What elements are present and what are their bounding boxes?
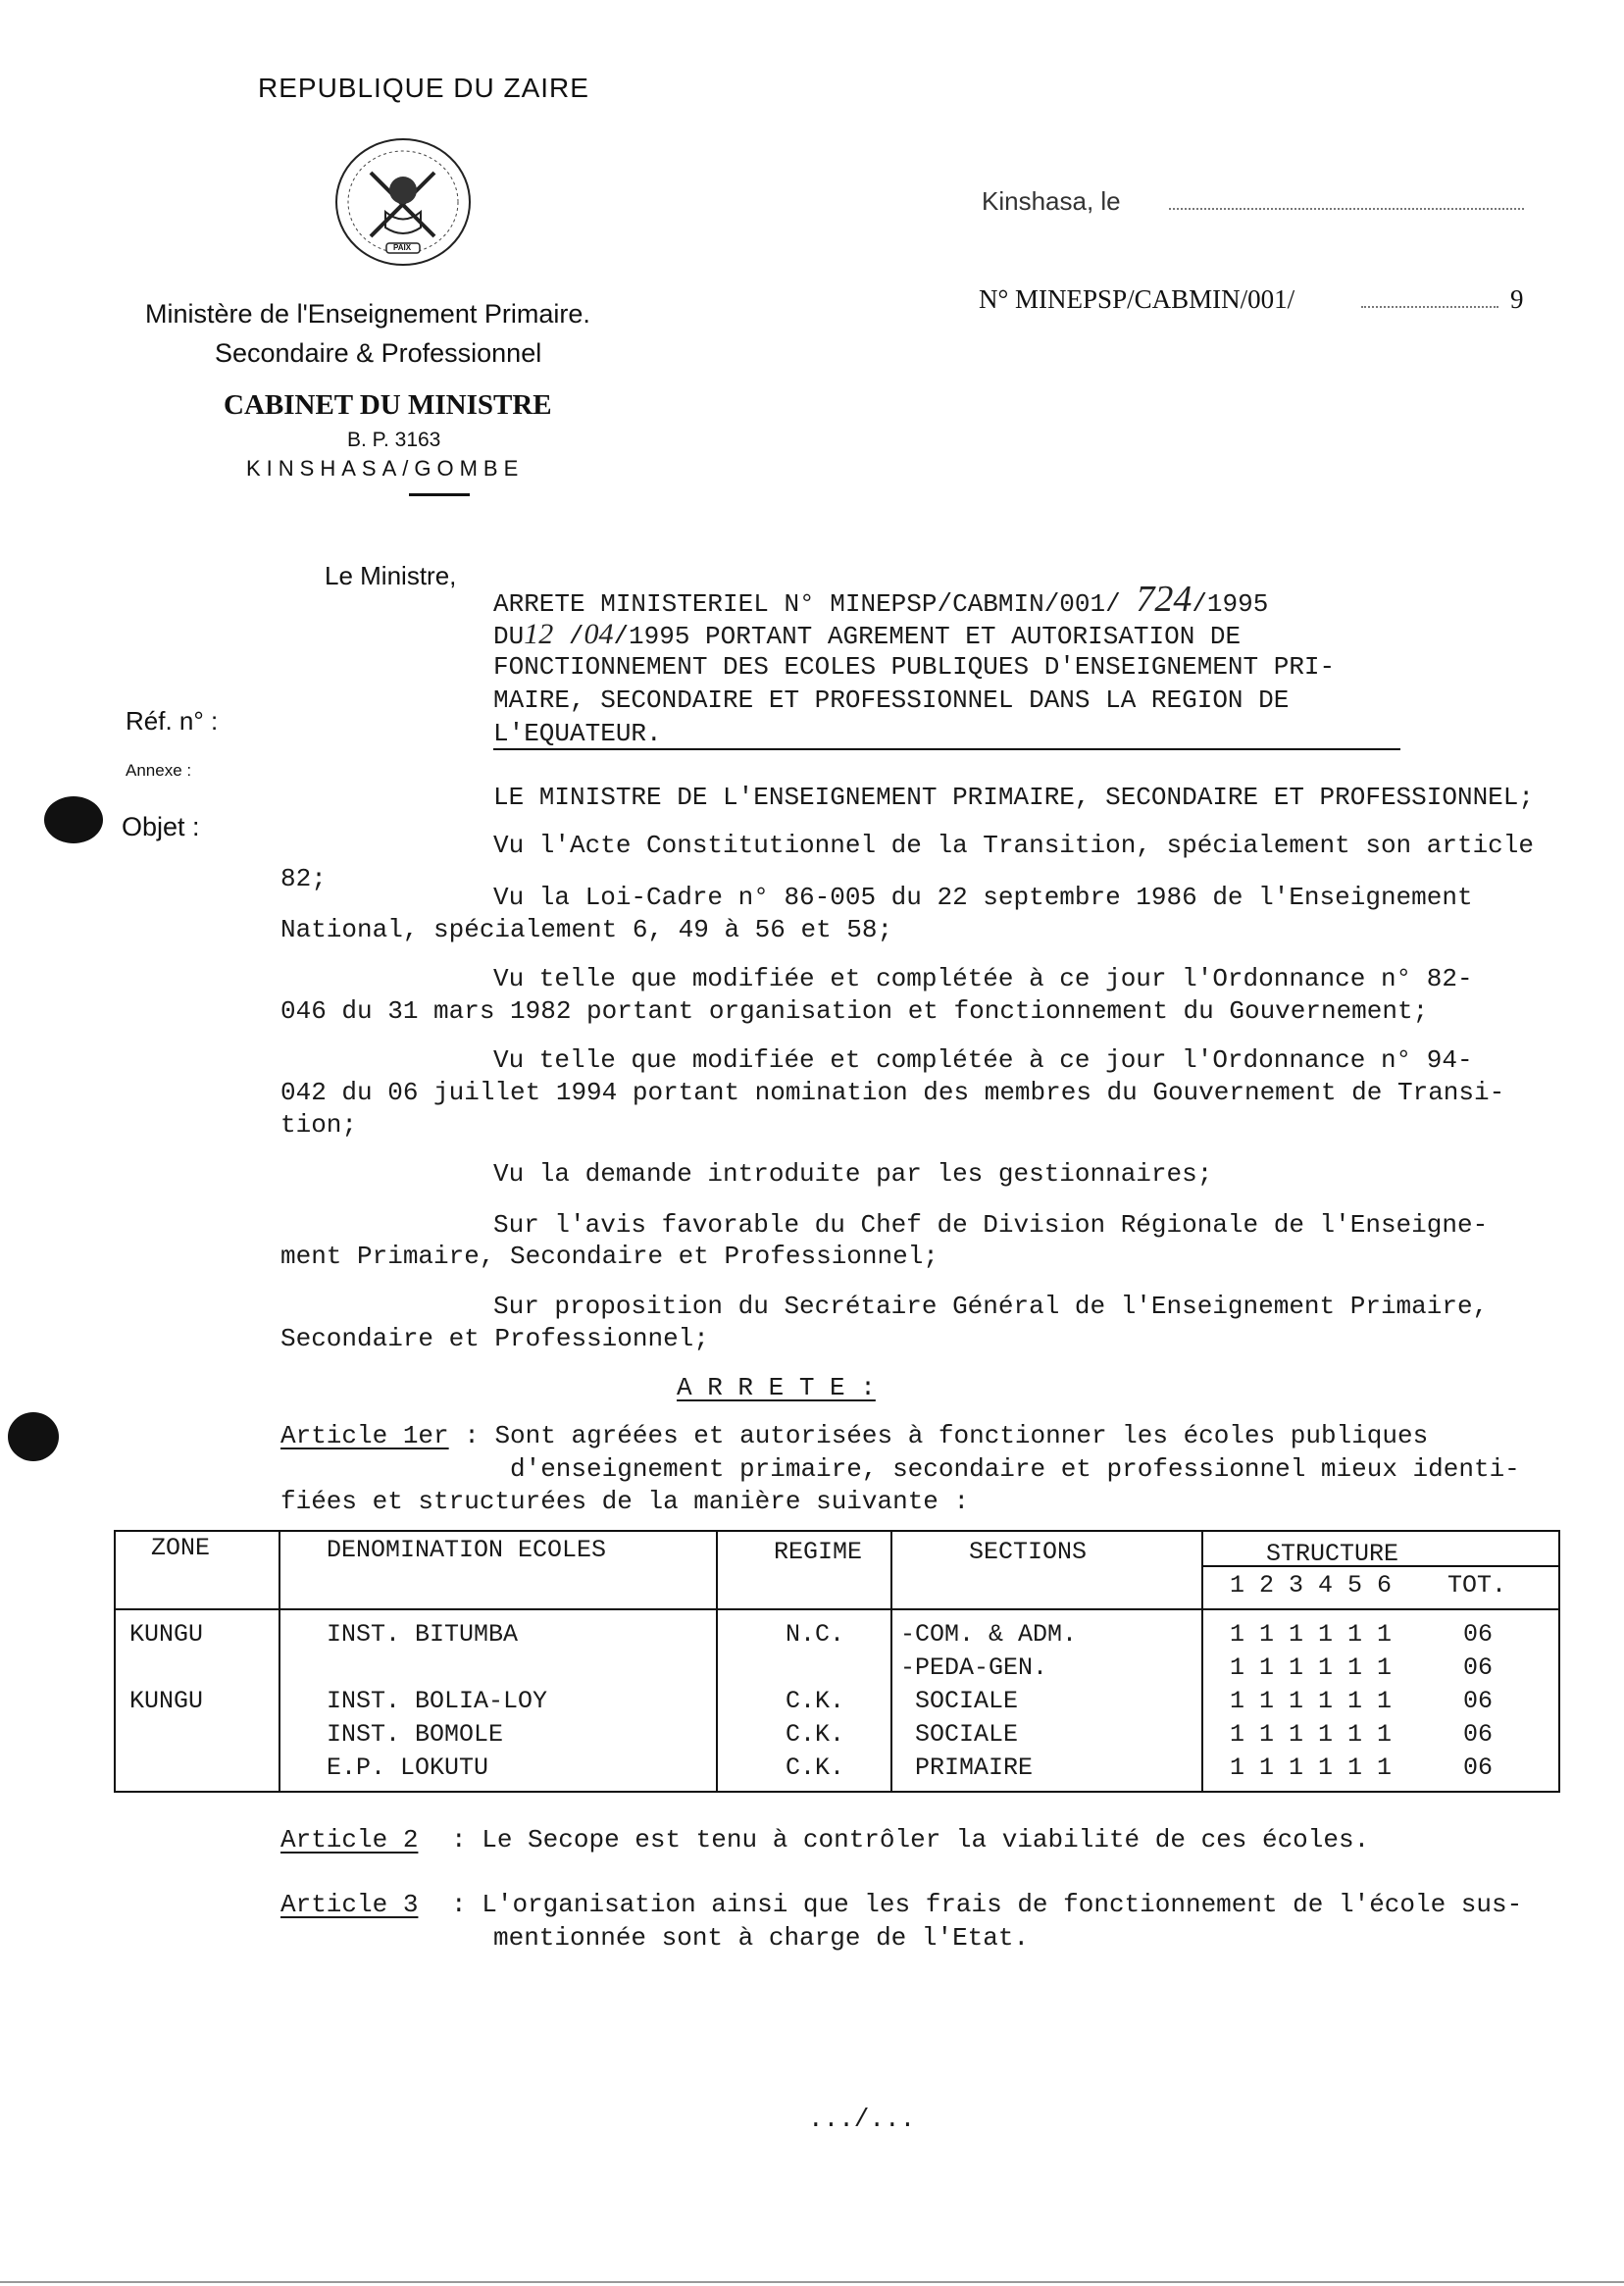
row-3-structure: 1 1 1 1 1 1 [1230, 1687, 1393, 1715]
article-2: Article 2 : Le Secope est tenu à contrôler la viabilité de ces écoles. [280, 1825, 1370, 1854]
column-rule [1201, 1530, 1203, 1793]
preamble-heading: LE MINISTRE DE L'ENSEIGNEMENT PRIMAIRE, SECONDAIRE ET PROFESSIONNEL; [493, 783, 1534, 812]
handwritten-month: 04 [584, 618, 614, 650]
row-4-section: SOCIALE [915, 1720, 1019, 1749]
header-structure: STRUCTURE [1266, 1540, 1399, 1568]
article-3-line-1: Article 3 : L'organisation ainsi que les frais de fonctionnement de l'école sus- [280, 1890, 1523, 1919]
city-line: KINSHASA/GOMBE [246, 456, 525, 481]
seal-motto: PAIX [393, 243, 412, 252]
row-2-total: 06 [1463, 1653, 1494, 1682]
row-3-ecole: INST. BOLIA-LOY [327, 1687, 548, 1715]
punch-hole-mark [8, 1412, 59, 1461]
article-1-line-3: fiées et structurées de la manière suivante : [280, 1487, 970, 1516]
row-3-regime: C.K. [786, 1687, 845, 1715]
row-1-section: -COM. & ADM. [900, 1620, 1078, 1649]
column-rule [279, 1530, 280, 1793]
considerant-3-line-2: 046 du 31 mars 1982 portant organisation et fonctionnement du Gouvernement; [280, 996, 1429, 1026]
coat-of-arms-seal [331, 133, 475, 271]
header-structure-years: 1 2 3 4 5 6 [1230, 1571, 1393, 1600]
country-heading: REPUBLIQUE DU ZAIRE [258, 73, 589, 103]
row-5-regime: C.K. [786, 1753, 845, 1782]
row-4-ecole: INST. BOMOLE [327, 1720, 504, 1749]
row-3-section: SOCIALE [915, 1687, 1019, 1715]
row-4-total: 06 [1463, 1720, 1494, 1749]
le-ministre-label: Le Ministre, [325, 561, 457, 590]
row-5-structure: 1 1 1 1 1 1 [1230, 1753, 1393, 1782]
considerant-6-line-1: Sur l'avis favorable du Chef de Division Régionale de l'Enseigne- [493, 1210, 1489, 1240]
column-rule [890, 1530, 892, 1793]
reference-number-dotted-line [1361, 306, 1498, 308]
considerant-4-line-3: tion; [280, 1110, 358, 1140]
reference-label: Réf. n° : [126, 706, 219, 736]
header-rule [114, 1608, 1560, 1610]
considerant-4-line-1: Vu telle que modifiée et complétée à ce jour l'Ordonnance n° 94- [493, 1045, 1473, 1075]
considerant-2-line-2: National, spécialement 6, 49 à 56 et 58; [280, 915, 893, 944]
reference-number-suffix: 9 [1510, 284, 1524, 314]
handwritten-day: 12 [524, 618, 554, 650]
considerant-4-line-2: 042 du 06 juillet 1994 portant nomination des membres du Gouvernement de Transi- [280, 1078, 1505, 1107]
postal-box: B. P. 3163 [347, 429, 441, 451]
considerant-3-line-1: Vu telle que modifiée et complétée à ce jour l'Ordonnance n° 82- [493, 964, 1473, 993]
arrete-heading: A R R E T E : [677, 1373, 876, 1402]
row-5-ecole: E.P. LOKUTU [327, 1753, 489, 1782]
article-2-label: Article 2 [280, 1825, 419, 1854]
schools-table [114, 1530, 1560, 1793]
place-date-label: Kinshasa, le [982, 186, 1121, 216]
row-3-total: 06 [1463, 1687, 1494, 1715]
article-3-line-2: mentionnée sont à charge de l'Etat. [493, 1923, 1030, 1953]
decree-title-line-1: ARRETE MINISTERIEL N° MINEPSP/CABMIN/001/ 724/1995 [493, 579, 1269, 620]
scan-edge-line [0, 2281, 1624, 2283]
decree-title-line-3: FONCTIONNEMENT DES ECOLES PUBLIQUES D'ENSEIGNEMENT PRI- [493, 652, 1336, 682]
article-1-line-2: d'enseignement primaire, secondaire et professionnel mieux identi- [510, 1454, 1520, 1484]
punch-hole-mark [44, 796, 103, 843]
date-dotted-line [1169, 208, 1524, 210]
row-4-regime: C.K. [786, 1720, 845, 1749]
row-1-regime: N.C. [786, 1620, 845, 1649]
row-1-ecole: INST. BITUMBA [327, 1620, 519, 1649]
cabinet-heading: CABINET DU MINISTRE [224, 389, 552, 421]
header-denomination: DENOMINATION ECOLES [327, 1536, 607, 1564]
header-zone: ZONE [151, 1534, 211, 1562]
row-2-section: -PEDA-GEN. [900, 1653, 1048, 1682]
considerant-1-line-1: Vu l'Acte Constitutionnel de la Transition, spécialement son article [493, 831, 1534, 860]
row-2-structure: 1 1 1 1 1 1 [1230, 1653, 1393, 1682]
row-1-zone: KUNGU [129, 1620, 204, 1649]
considerant-1-line-2: 82; [280, 864, 327, 893]
title-underline [493, 748, 1400, 750]
article-1-label: Article 1er [280, 1421, 449, 1450]
row-3-zone: KUNGU [129, 1687, 204, 1715]
considerant-5: Vu la demande introduite par les gestionnaires; [493, 1159, 1213, 1189]
page-continuation-mark: .../... [808, 2105, 916, 2134]
considerant-6-line-2: ment Primaire, Secondaire et Professionnel; [280, 1242, 939, 1271]
row-1-total: 06 [1463, 1620, 1494, 1649]
objet-label: Objet : [122, 812, 200, 841]
header-total: TOT. [1447, 1571, 1507, 1600]
decree-title-line-4: MAIRE, SECONDAIRE ET PROFESSIONNEL DANS LA REGION DE [493, 686, 1290, 715]
considerant-7-line-1: Sur proposition du Secrétaire Général de l'Enseignement Primaire, [493, 1292, 1489, 1321]
row-5-total: 06 [1463, 1753, 1494, 1782]
row-4-structure: 1 1 1 1 1 1 [1230, 1720, 1393, 1749]
considerant-7-line-2: Secondaire et Professionnel; [280, 1324, 709, 1353]
row-1-structure: 1 1 1 1 1 1 [1230, 1620, 1393, 1649]
ministry-line-2: Secondaire & Professionnel [215, 338, 542, 368]
article-1-line-1: Article 1er : Sont agréées et autorisées à fonctionner les écoles publiques [280, 1421, 1429, 1450]
article-3-label: Article 3 [280, 1890, 419, 1919]
annexe-label: Annexe : [126, 761, 192, 780]
reference-number-label: N° MINEPSP/CABMIN/001/ [979, 284, 1295, 314]
header-regime: REGIME [774, 1538, 863, 1566]
column-rule [716, 1530, 718, 1793]
handwritten-decree-number: 724 [1136, 579, 1193, 620]
decree-title-line-5: L'EQUATEUR. [493, 719, 662, 748]
decree-title-line-2: DU12 /04/1995 PORTANT AGREMENT ET AUTORISATION DE [493, 618, 1242, 651]
row-5-section: PRIMAIRE [915, 1753, 1034, 1782]
header-rule [409, 493, 470, 496]
header-sections: SECTIONS [969, 1538, 1088, 1566]
considerant-2-line-1: Vu la Loi-Cadre n° 86-005 du 22 septembre 1986 de l'Enseignement [493, 883, 1473, 912]
ministry-line-1: Ministère de l'Enseignement Primaire. [145, 299, 590, 329]
